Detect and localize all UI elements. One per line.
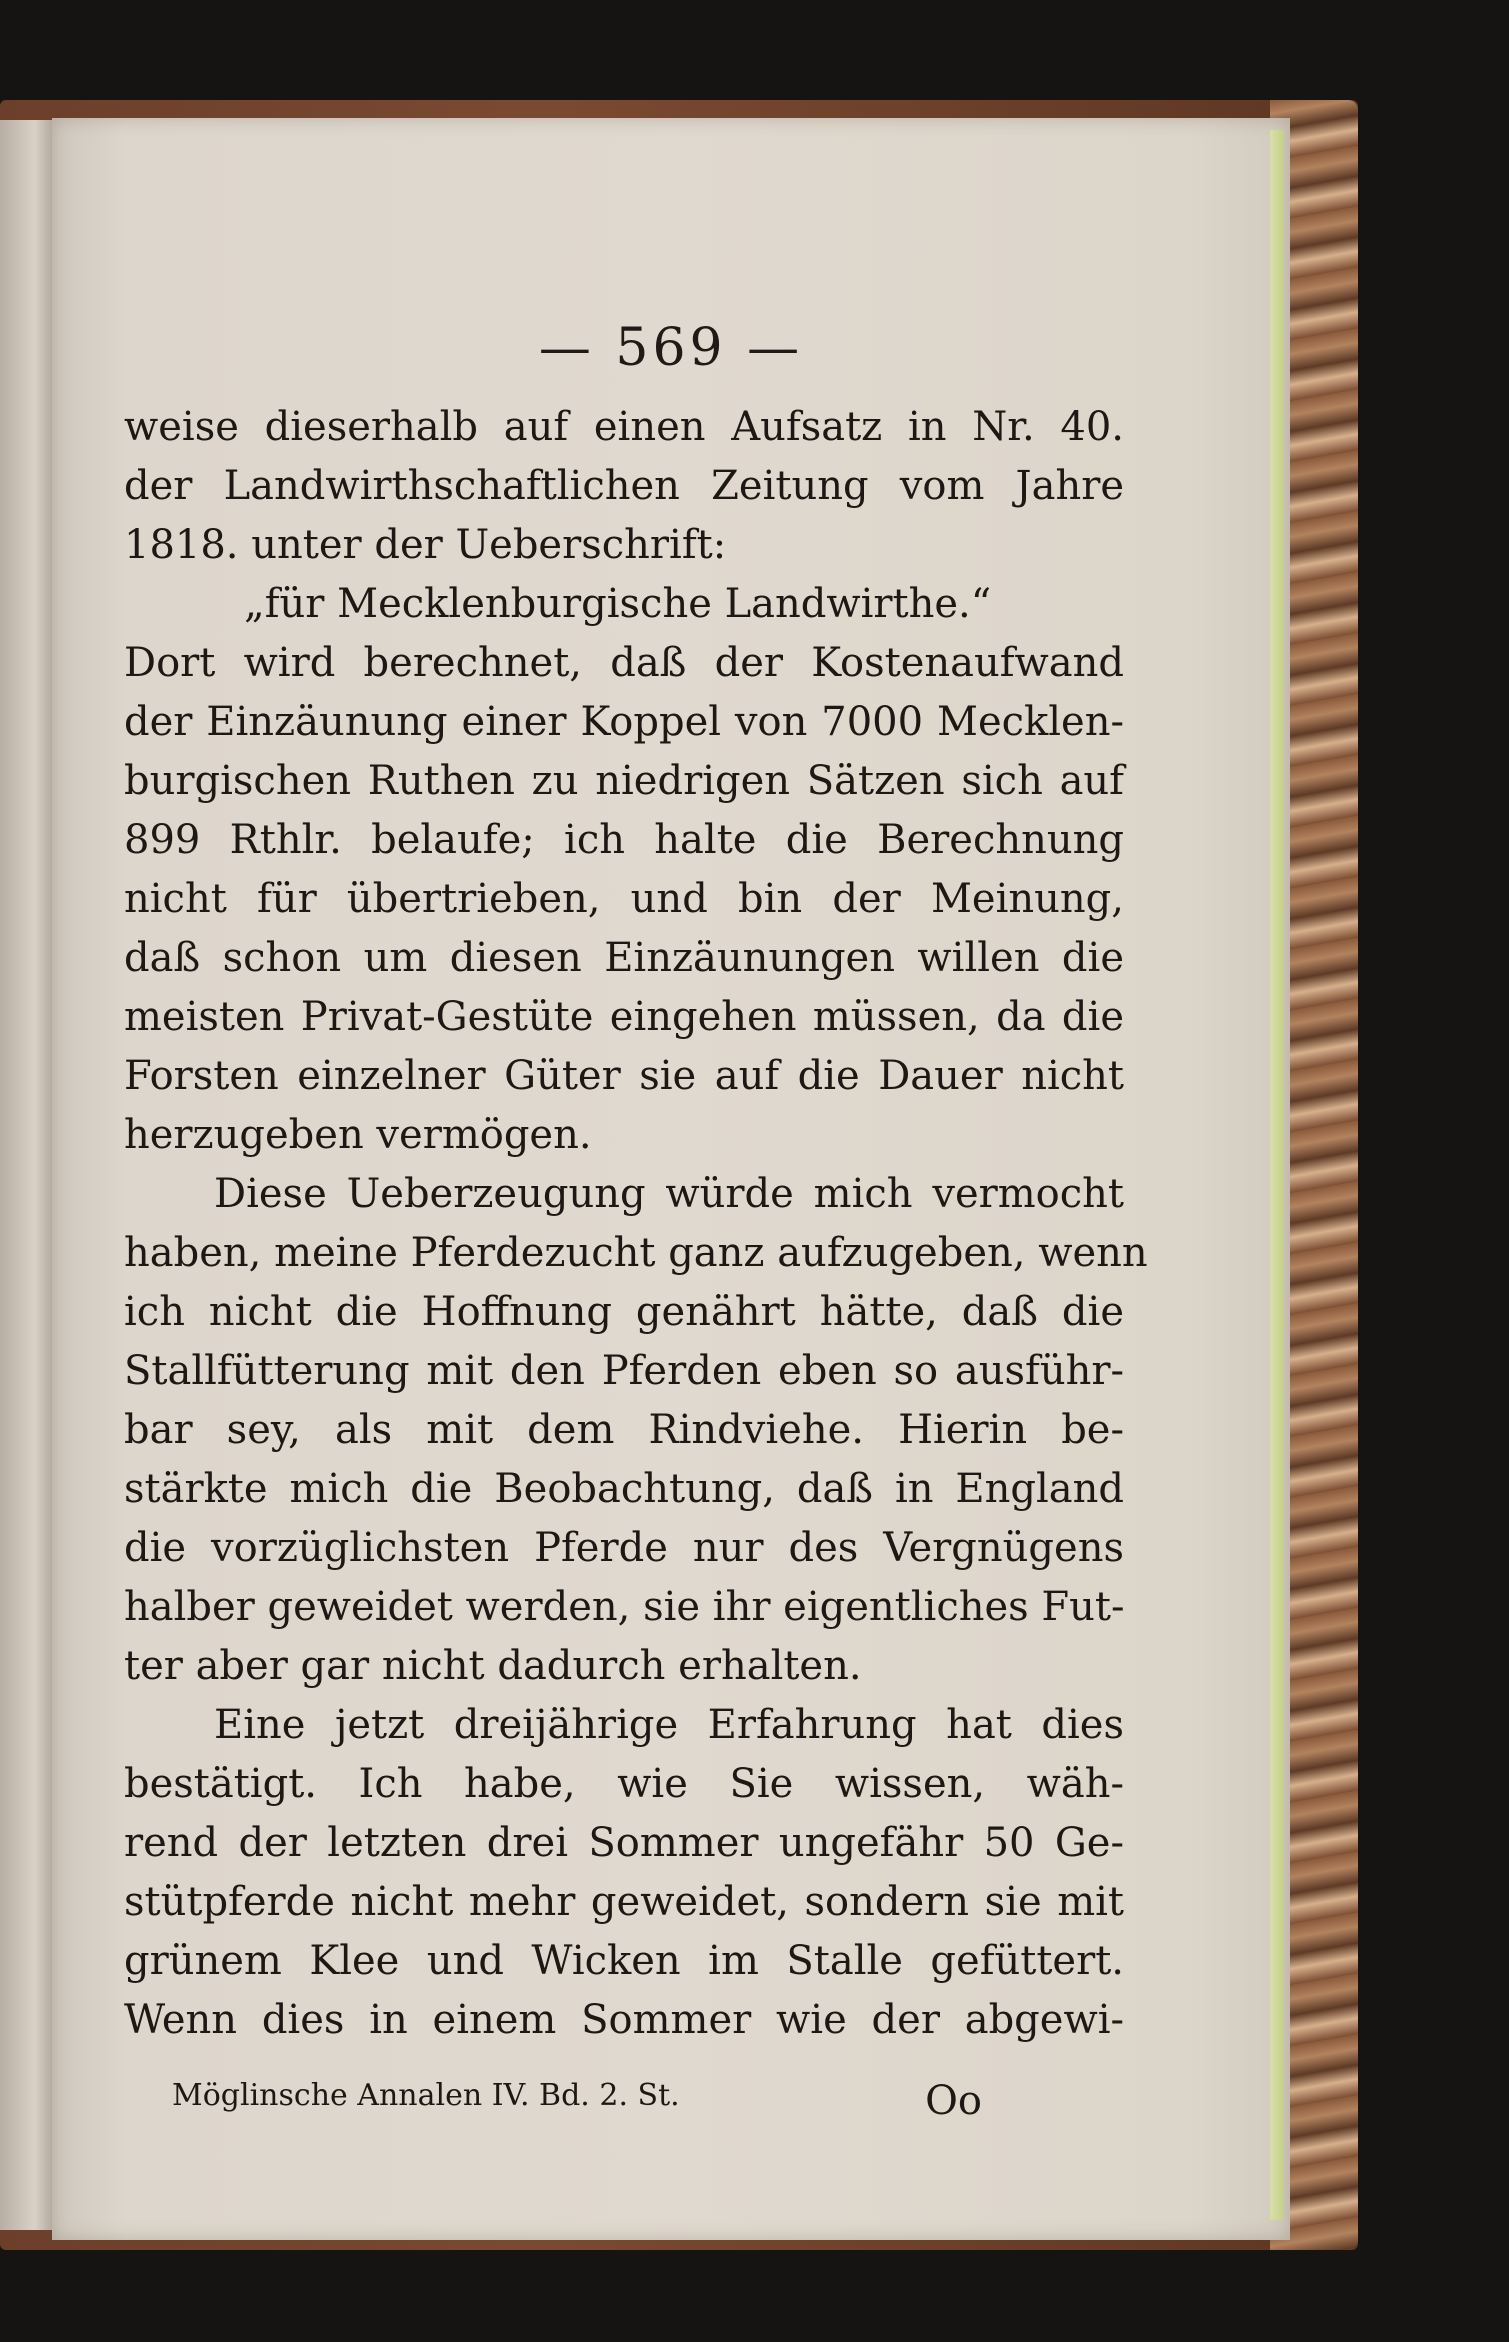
text-line: bestätigt. Ich habe, wie Sie wissen, wäh- [124,1761,1124,1807]
text-line: grünem Klee und Wicken im Stalle gefüttert. [124,1938,1124,1984]
text-line: ich nicht die Hoffnung genährt hätte, daß die [124,1289,1124,1335]
text-line: die vorzüglichsten Pferde nur des Vergnügens [124,1525,1124,1571]
text-line: herzugeben vermögen. [124,1112,592,1158]
sheet-signature: Oo [925,2078,982,2124]
text-line: Diese Ueberzeugung würde mich vermocht [214,1171,1124,1217]
text-line: ter aber gar nicht dadurch erhalten. [124,1643,862,1689]
signature-line: Möglinsche Annalen IV. Bd. 2. St. [172,2078,680,2113]
text-line: 1818. unter der Ueberschrift: [124,522,727,568]
text-line: haben, meine Pferdezucht ganz aufzugeben, wenn [124,1230,1148,1276]
text-line: Eine jetzt dreijährige Erfahrung hat dies [214,1702,1124,1748]
text-line: Dort wird berechnet, daß der Kostenaufwand [124,640,1124,686]
text-line: meisten Privat-Gestüte eingehen müssen, da die [124,994,1124,1040]
text-line: Stallfütterung mit den Pferden eben so ausführ- [124,1348,1124,1394]
page-body [124,398,1148,2050]
text-line: bar sey, als mit dem Rindviehe. Hierin be- [124,1407,1124,1453]
text-line: stärkte mich die Beobachtung, daß in England [124,1466,1124,1512]
text-line: der Landwirthschaftlichen Zeitung vom Jahre [124,463,1124,509]
text-line: „für Mecklenburgische Landwirthe.“ [244,581,992,627]
text-line: 899 Rthlr. belaufe; ich halte die Berechnung [124,817,1124,863]
book-page [52,118,1290,2240]
page-footer [172,2078,1072,2124]
text-line: stütpferde nicht mehr geweidet, sondern sie mit [124,1879,1124,1925]
page-number-header: — 569 — [538,318,804,378]
text-line: daß schon um diesen Einzäunungen willen die [124,935,1124,981]
text-line: der Einzäunung einer Koppel von 7000 Mecklen- [124,699,1124,745]
text-line: Wenn dies in einem Sommer wie der abgewi- [124,1997,1124,2043]
text-line: nicht für übertrieben, und bin der Meinung, [124,876,1124,922]
text-line: burgischen Ruthen zu niedrigen Sätzen sich auf [124,758,1124,804]
text-line: Forsten einzelner Güter sie auf die Dauer nicht [124,1053,1124,1099]
text-line: rend der letzten drei Sommer ungefähr 50 Ge- [124,1820,1124,1866]
text-line: weise dieserhalb auf einen Aufsatz in Nr. 40. [124,404,1124,450]
page-gilt-edge [1270,130,1284,2220]
left-page-edge [0,120,58,2230]
text-line: halber geweidet werden, sie ihr eigentliches Fut- [124,1584,1125,1630]
